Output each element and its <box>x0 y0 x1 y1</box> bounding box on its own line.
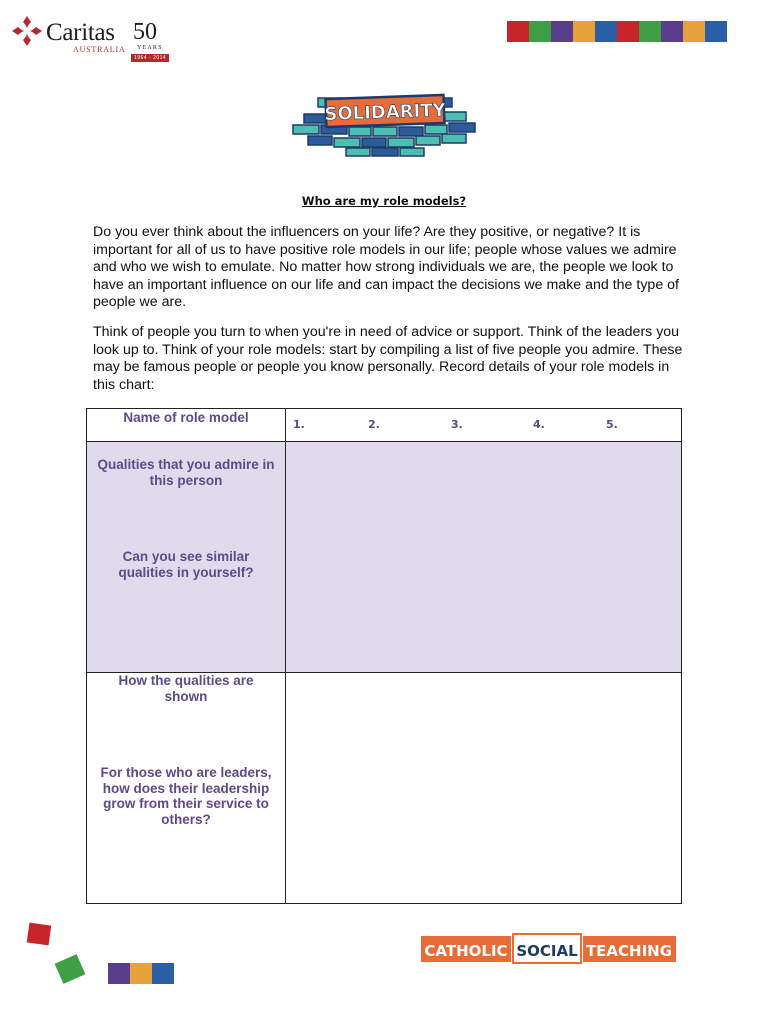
color-square <box>573 21 595 42</box>
footer-color-strip <box>108 963 174 984</box>
similar-qualities-label: Can you see similar qualities in yourself? <box>118 549 254 580</box>
color-square <box>529 21 551 42</box>
color-square <box>639 21 661 42</box>
leadership-question-label: For those who are leaders, how does their leadership grow from their service to others? <box>100 765 272 827</box>
header-color-strip <box>507 21 727 42</box>
catholic-social-teaching-badge <box>421 933 676 965</box>
anniversary-span: 1964 - 2014 <box>131 54 169 62</box>
color-square <box>595 21 617 42</box>
qualities-admire-label: Qualities that you admire in this person <box>97 457 275 488</box>
role-model-number: 1. <box>293 418 305 431</box>
org-country: AUSTRALIA <box>73 45 126 54</box>
intro-paragraph: Do you ever think about the influencers on your life? Are they positive, or negative? It is important for all of us to have positive role models in our life; people whose values we admire and who we wish to emulate. No matter how strong individuals we are, the people we look to have an important influence on our life and can impact the decisions we make and the type of people we are. <box>93 224 679 310</box>
color-square <box>551 21 573 42</box>
qualities-shown-label: How the qualities are shown <box>118 673 254 704</box>
role-model-number: 5. <box>606 418 618 431</box>
badge-word-catholic: CATHOLIC <box>424 942 508 960</box>
footer-red-square <box>27 923 52 946</box>
instructions-paragraph: Think of people you turn to when you're in need of advice or support. Think of the leaders you look up to. Think of your role models: start by compiling a list of five people you admire. These may be famous people or people you know personally. Record details of your role models in this chart: <box>93 324 683 393</box>
anniversary-number: 50 <box>133 19 157 45</box>
anniversary-word: YEARS <box>137 45 163 51</box>
color-square <box>130 963 152 984</box>
table-column-divider <box>285 409 286 903</box>
color-square <box>617 21 639 42</box>
banner-text: SOLIDARITY <box>324 99 446 126</box>
color-square <box>152 963 174 984</box>
color-square <box>705 21 727 42</box>
name-of-role-model-label: Name of role model <box>123 410 249 425</box>
color-square <box>683 21 705 42</box>
org-name: Caritas <box>46 19 115 46</box>
role-model-number: 3. <box>451 418 463 431</box>
color-square <box>661 21 683 42</box>
color-square <box>507 21 529 42</box>
footer-green-square <box>55 954 86 984</box>
badge-word-social: SOCIAL <box>516 942 578 960</box>
role-model-number: 2. <box>368 418 380 431</box>
solidarity-banner <box>290 92 480 158</box>
badge-word-teaching: TEACHING <box>585 942 673 960</box>
table-divider <box>87 441 681 442</box>
caritas-cross-icon <box>12 16 42 46</box>
color-square <box>108 963 130 984</box>
page-title: Who are my role models? <box>301 194 467 208</box>
role-model-table <box>86 408 682 904</box>
role-model-number: 4. <box>533 418 545 431</box>
